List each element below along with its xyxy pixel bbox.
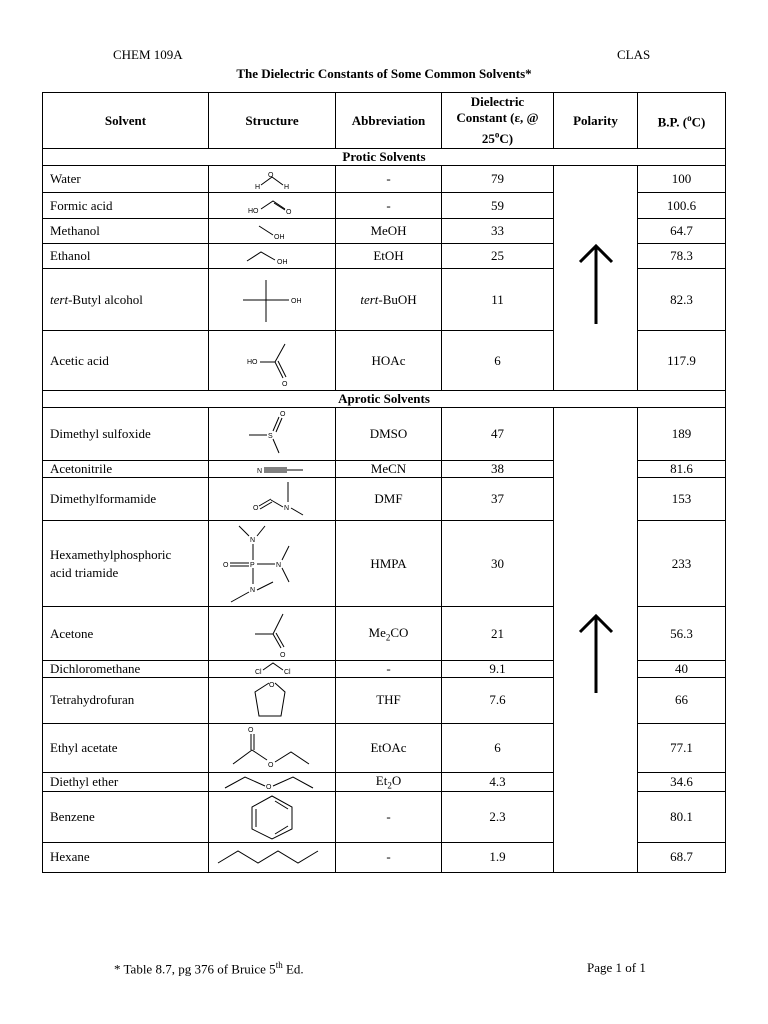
dielectric-value: 21 — [442, 607, 554, 661]
svg-text:O: O — [280, 410, 286, 418]
svg-text:Cl: Cl — [284, 669, 291, 677]
svg-text:N: N — [257, 467, 263, 475]
svg-text:H: H — [284, 183, 290, 190]
bp-value: 100.6 — [638, 192, 726, 219]
abbreviation: - — [336, 166, 442, 193]
table-row — [43, 408, 726, 461]
solvent-name: Water — [43, 166, 209, 193]
structure-tert-butyl-alcohol — [209, 268, 336, 331]
col-structure: Structure — [209, 93, 336, 149]
solvent-name: tert-Butyl alcohol — [43, 268, 209, 331]
svg-text:O: O — [282, 380, 288, 388]
structure-formic-acid — [209, 192, 336, 219]
abbreviation: DMSO — [336, 408, 442, 461]
abbreviation: THF — [336, 678, 442, 724]
bp-value: 64.7 — [638, 219, 726, 244]
solvent-table — [42, 92, 726, 873]
svg-text:OH: OH — [291, 297, 302, 305]
solvent-name: Diethyl ether — [43, 773, 209, 792]
svg-text:N: N — [250, 536, 256, 544]
solvent-name: Hexane — [43, 842, 209, 872]
col-dielectric-line1: Dielectric — [470, 94, 525, 110]
structure-diethyl-ether — [209, 773, 336, 792]
course-label: CHEM 109A — [113, 47, 183, 62]
page-title: The Dielectric Constants of Some Common Solvents* — [236, 66, 532, 81]
bp-value: 80.1 — [638, 791, 726, 842]
dielectric-value: 11 — [442, 268, 554, 331]
up-arrow-icon — [554, 408, 638, 868]
svg-text:HO: HO — [247, 358, 258, 366]
bp-value: 40 — [638, 660, 726, 677]
table-row — [43, 166, 726, 193]
abbreviation: DMF — [336, 477, 442, 521]
svg-text:O: O — [268, 761, 274, 769]
bp-value: 34.6 — [638, 773, 726, 792]
col-dielectric-line3: 25$^o$C) — [481, 129, 514, 146]
structure-hmpa — [209, 521, 336, 607]
structure-acetonitrile — [209, 460, 336, 477]
dielectric-value: 59 — [442, 192, 554, 219]
svg-text:OH: OH — [277, 258, 288, 266]
abbreviation: EtOH — [336, 244, 442, 269]
abbreviation: EtOAc — [336, 723, 442, 773]
bp-value: 117.9 — [638, 331, 726, 391]
abbreviation: - — [336, 192, 442, 219]
solvent-name: Ethanol — [43, 244, 209, 269]
structure-acetone — [209, 607, 336, 661]
solvent-name: Dichloromethane — [43, 660, 209, 677]
header-row — [43, 93, 726, 149]
abbreviation: - — [336, 660, 442, 677]
dielectric-value: 37 — [442, 477, 554, 521]
structure-acetic-acid — [209, 331, 336, 391]
structure-hexane — [209, 842, 336, 872]
dielectric-value: 79 — [442, 166, 554, 193]
col-polarity: Polarity — [554, 93, 638, 149]
bp-value: 153 — [638, 477, 726, 521]
svg-text:O: O — [253, 505, 259, 513]
solvent-name: Dimethylformamide — [43, 477, 209, 521]
bp-value: 100 — [638, 166, 726, 193]
svg-text:Cl: Cl — [255, 669, 262, 677]
abbreviation: $Et_2O$ — [336, 773, 442, 792]
dielectric-value: 9.1 — [442, 660, 554, 677]
dielectric-value: 30 — [442, 521, 554, 607]
svg-text:O: O — [223, 561, 229, 569]
bp-value: 189 — [638, 408, 726, 461]
solvent-name: Tetrahydrofuran — [43, 678, 209, 724]
bp-value: 82.3 — [638, 268, 726, 331]
svg-text:N: N — [284, 505, 290, 513]
dielectric-value: 47 — [442, 408, 554, 461]
solvent-name: Dimethyl sulfoxide — [43, 408, 209, 461]
svg-text:N: N — [250, 586, 256, 594]
bp-value: 68.7 — [638, 842, 726, 872]
dielectric-value: 33 — [442, 219, 554, 244]
abbreviation: tert-BuOH — [336, 268, 442, 331]
polarity-aprotic — [554, 408, 638, 873]
abbreviation: MeCN — [336, 460, 442, 477]
dielectric-value: 2.3 — [442, 791, 554, 842]
solvent-name: Ethyl acetate — [43, 723, 209, 773]
abbreviation: - — [336, 791, 442, 842]
abbreviation: HMPA — [336, 521, 442, 607]
structure-dmf — [209, 477, 336, 521]
solvent-name: Benzene — [43, 791, 209, 842]
solvent-name: Acetonitrile — [43, 460, 209, 477]
dielectric-value: 1.9 — [442, 842, 554, 872]
section-protic: Protic Solvents — [43, 149, 726, 166]
abbreviation: - — [336, 842, 442, 872]
structure-water — [209, 166, 336, 193]
svg-text:H: H — [255, 183, 261, 190]
bp-value: 81.6 — [638, 460, 726, 477]
solvent-name: Hexamethylphosphoric acid triamide — [43, 521, 209, 607]
abbreviation: $Me_2CO$ — [336, 607, 442, 661]
svg-text:S: S — [268, 432, 273, 440]
svg-text:O: O — [280, 651, 286, 659]
structure-dmso — [209, 408, 336, 461]
polarity-protic — [554, 166, 638, 391]
svg-text:HO: HO — [248, 207, 259, 215]
dielectric-value: 38 — [442, 460, 554, 477]
col-bp: B.P. ($^o$C) — [638, 93, 726, 149]
col-abbreviation: Abbreviation — [336, 93, 442, 149]
solvent-name: Acetone — [43, 607, 209, 661]
svg-text:P: P — [250, 561, 255, 569]
section-aprotic: Aprotic Solvents — [43, 391, 726, 408]
svg-text:O: O — [269, 682, 275, 690]
up-arrow-icon — [554, 166, 638, 386]
page-number: Page 1 of 1 — [587, 960, 646, 975]
abbreviation: HOAc — [336, 331, 442, 391]
dielectric-value: 4.3 — [442, 773, 554, 792]
org-label: CLAS — [617, 47, 651, 62]
svg-text:OH: OH — [274, 234, 285, 242]
svg-text:O: O — [266, 784, 272, 791]
abbreviation: MeOH — [336, 219, 442, 244]
bp-value: 233 — [638, 521, 726, 607]
bp-value: 77.1 — [638, 723, 726, 773]
structure-methanol — [209, 219, 336, 244]
structure-dichloromethane — [209, 660, 336, 677]
svg-text:O: O — [286, 208, 292, 216]
svg-text:N: N — [276, 561, 282, 569]
structure-thf — [209, 678, 336, 724]
col-dielectric-line2: Constant (ε, @ — [456, 110, 539, 126]
solvent-name: Formic acid — [43, 192, 209, 219]
footnote: * Table 8.7, pg 376 of Bruice 5th Ed. — [114, 960, 304, 977]
col-dielectric — [442, 93, 554, 149]
structure-benzene — [209, 791, 336, 842]
svg-text:O: O — [248, 726, 254, 734]
solvent-name: Acetic acid — [43, 331, 209, 391]
dielectric-value: 25 — [442, 244, 554, 269]
col-solvent: Solvent — [43, 93, 209, 149]
structure-ethanol — [209, 244, 336, 269]
bp-value: 56.3 — [638, 607, 726, 661]
bp-value: 66 — [638, 678, 726, 724]
dielectric-value: 7.6 — [442, 678, 554, 724]
dielectric-value: 6 — [442, 331, 554, 391]
bp-value: 78.3 — [638, 244, 726, 269]
solvent-name: Methanol — [43, 219, 209, 244]
structure-ethyl-acetate — [209, 723, 336, 773]
svg-text:O: O — [268, 171, 274, 179]
dielectric-value: 6 — [442, 723, 554, 773]
